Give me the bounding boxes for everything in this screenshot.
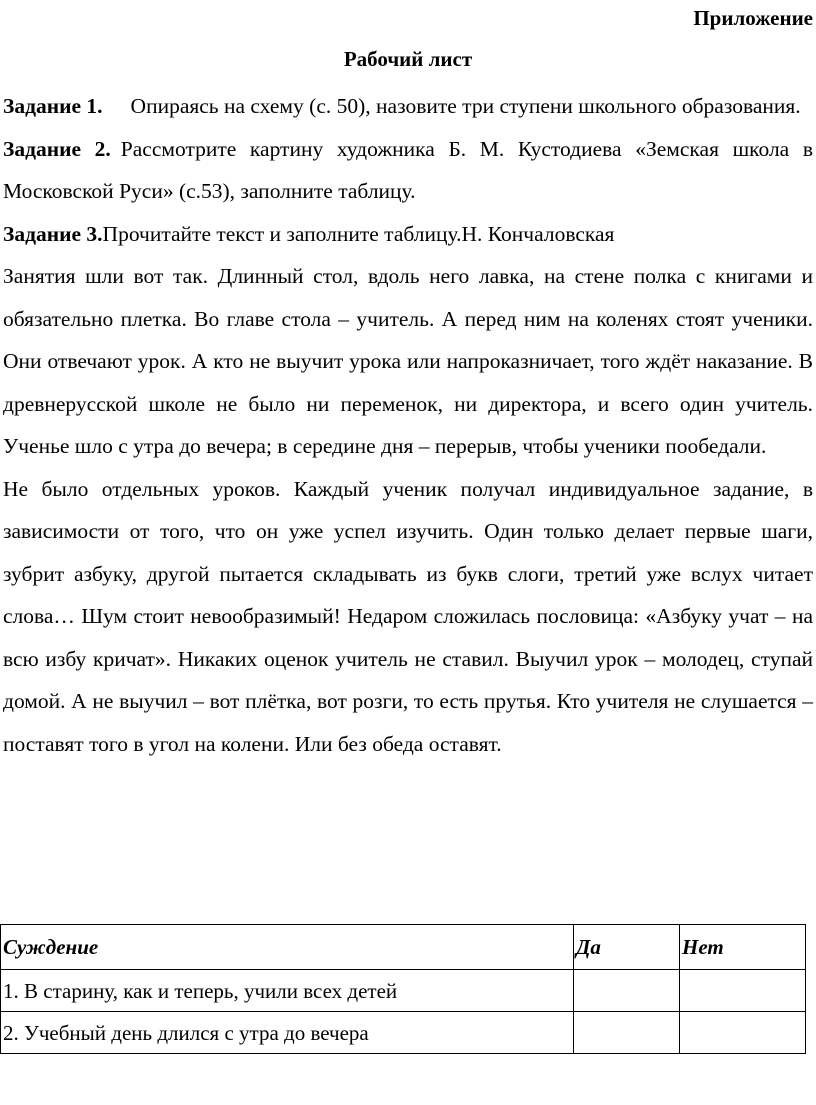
task-2-label: Задание 2. bbox=[3, 136, 111, 161]
appendix-label: Приложение bbox=[693, 6, 813, 30]
judgement-table bbox=[0, 924, 806, 1054]
header-judgement: Суждение bbox=[1, 925, 574, 970]
row-1-yes-cell[interactable] bbox=[574, 970, 680, 1012]
row-2-yes-cell[interactable] bbox=[574, 1012, 680, 1054]
row-1-statement: 1. В старину, как и теперь, учили всех детей bbox=[1, 970, 574, 1012]
task-1-text: Опираясь на схему (с. 50), назовите три ступени школьного образования. bbox=[130, 94, 801, 118]
task-1 bbox=[3, 85, 813, 128]
reading-paragraph-1: Занятия шли вот так. Длинный стол, вдоль него лавка, на стене полка с книгами и обязательно плетка. Во главе стола – учитель. А перед ним на коленях стоят ученики. Они отвечают урок. А кто не выучит урока или напроказничает, того ждёт наказание. В древнерусской школе не было ни переменок, ни директора, и всего один учитель. Ученье шло с утра до вечера; в середине дня – перерыв, чтобы ученики пообедали. bbox=[3, 264, 813, 458]
task-3-text: Прочитайте текст и заполните таблицу.Н. Кончаловская bbox=[102, 221, 615, 246]
header-yes: Да bbox=[574, 925, 680, 970]
header-no: Нет bbox=[680, 925, 806, 970]
task-3-label: Задание 3. bbox=[3, 221, 103, 246]
table-row bbox=[1, 1012, 806, 1054]
worksheet-body bbox=[3, 85, 813, 765]
row-2-statement: 2. Учебный день длился с утра до вечера bbox=[1, 1012, 574, 1054]
reading-paragraph-2: Не было отдельных уроков. Каждый ученик получал индивидуальное задание, в зависимости от того, что он уже успел изучить. Один только делает первые шаги, зубрит азбуку, другой пытается складывать из букв слоги, третий уже вслух читает слова… Шум стоит невообразимый! Недаром сложилась пословица: «Азбуку учат – на всю избу кричат». Никаких оценок учитель не ставил. Выучил урок – молодец, ступай домой. А не выучил – вот плётка, вот розги, то есть прутья. Кто учителя не слушается – поставят того в угол на колени. Или без обеда оставят. bbox=[3, 476, 813, 756]
table-row bbox=[1, 970, 806, 1012]
task-2-text: Рассмотрите картину художника Б. М. Кустодиева «Земская школа в Московской Руси» (с.53), заполните таблицу. bbox=[3, 136, 813, 203]
row-1-no-cell[interactable] bbox=[680, 970, 806, 1012]
table-header-row bbox=[1, 925, 806, 970]
worksheet-title: Рабочий лист bbox=[343, 47, 473, 71]
task-3 bbox=[3, 213, 813, 256]
task-2 bbox=[3, 128, 813, 213]
task-1-label: Задание 1. bbox=[3, 94, 103, 118]
row-2-no-cell[interactable] bbox=[680, 1012, 806, 1054]
